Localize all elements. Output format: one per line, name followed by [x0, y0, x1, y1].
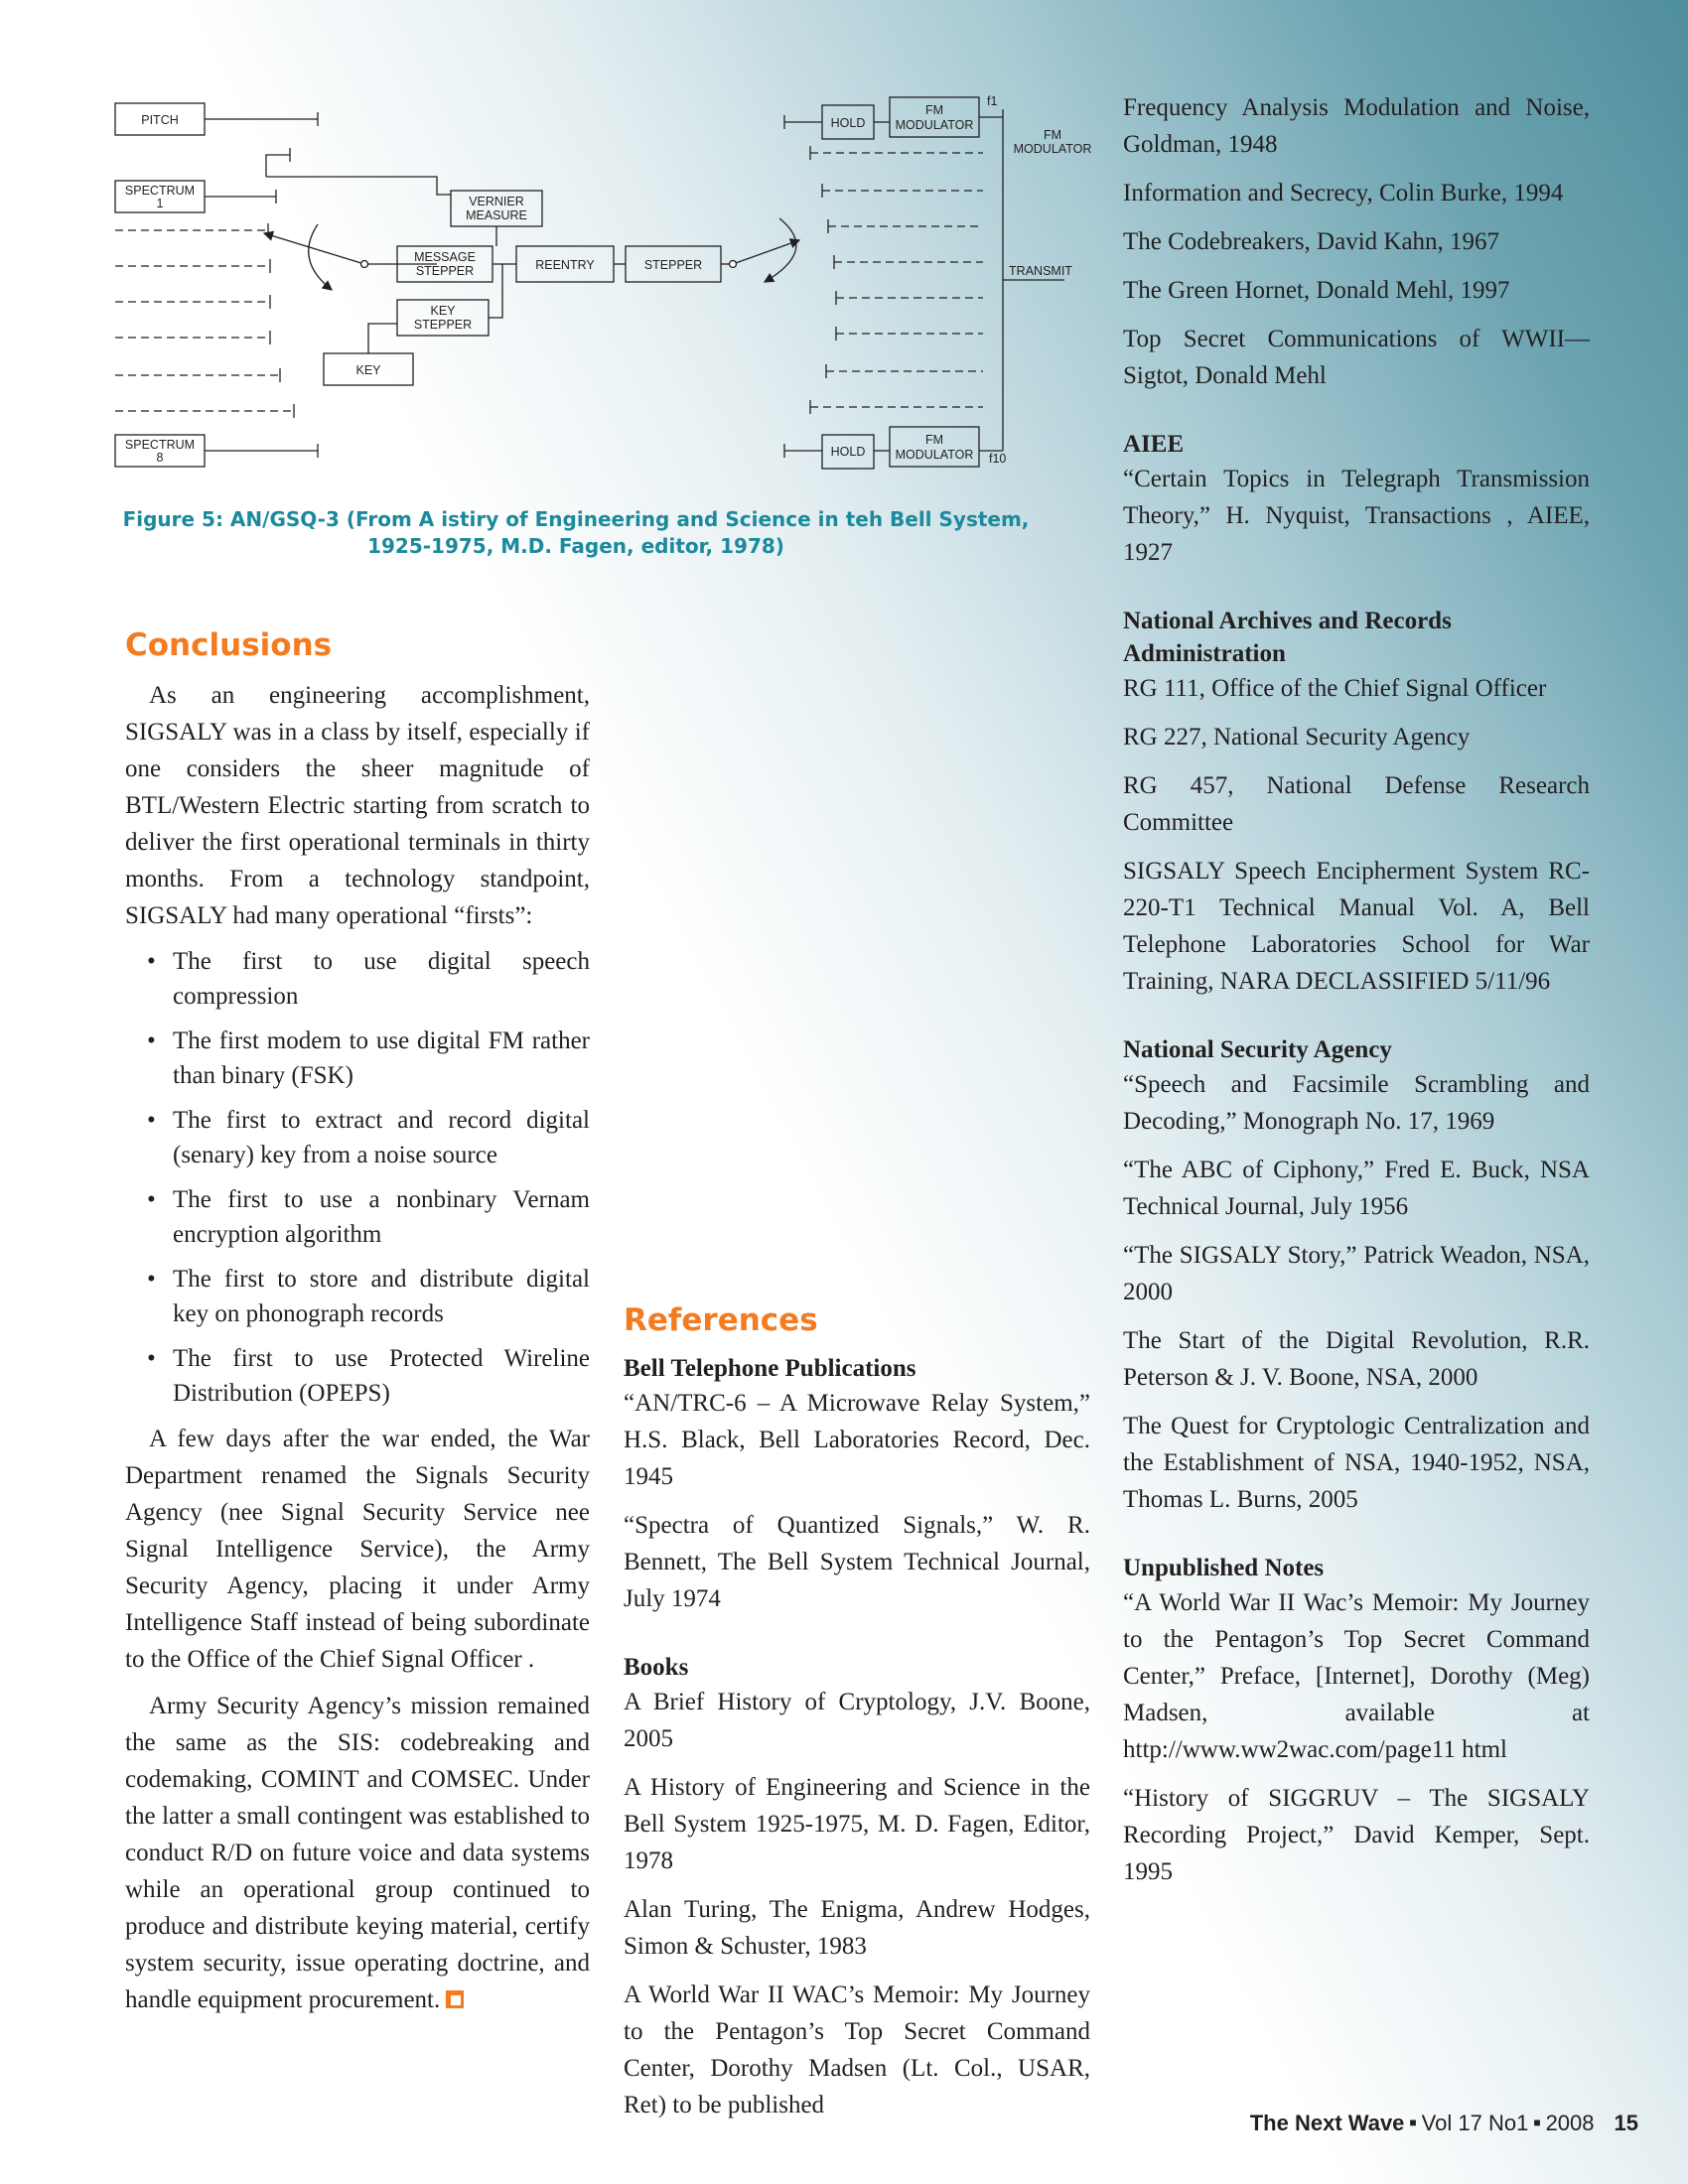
references-heading: References: [624, 1302, 818, 1338]
label-fm-output: FM: [1043, 128, 1062, 142]
references-continued-column: [1123, 89, 1590, 1902]
conclusions-intro: As an engineering accomplishment, SIGSALY was in a class by itself, especially if one considers the sheer magnitude of BTL/Western Electric starting from scratch to deliver the first operational terminals in thirty months. From a technology standpoint, SIGSALY had many operational “firsts”:: [125, 682, 590, 929]
reference-item: SIGSALY Speech Encipherment System RC-220-T1 Technical Manual Vol. A, Bell Telephone Laboratories School for War Training, NARA DECLASSIFIED 5/11/96: [1123, 858, 1590, 995]
reference-item: RG 457, National Defense Research Committee: [1123, 772, 1590, 836]
label-key: KEY: [355, 363, 381, 377]
books-heading: Books: [624, 1654, 689, 1681]
publication-year: 2008: [1545, 2111, 1595, 2135]
end-mark-icon: [446, 1990, 464, 2008]
reference-item: A Brief History of Cryptology, J.V. Boone, 2005: [624, 1689, 1090, 1752]
label-reentry: REENTRY: [535, 258, 595, 272]
label-spectrum-8: SPECTRUM: [124, 438, 196, 452]
label-message: MESSAGE: [414, 250, 476, 264]
label-key-stepper-2: STEPPER: [413, 318, 473, 332]
references-column: [624, 1300, 1090, 2135]
reference-item: A World War II WAC’s Memoir: My Journey to the Pentagon’s Top Secret Command Center, Dorothy Madsen (Lt. Col., USAR, Ret) to be published: [624, 1981, 1090, 2118]
label-hold-top: HOLD: [830, 116, 866, 130]
figure-caption: [119, 506, 1033, 560]
reference-item: Frequency Analysis Modulation and Noise, Goldman, 1948: [1123, 94, 1590, 158]
label-pitch: PITCH: [141, 113, 179, 127]
unpublished-heading: Unpublished Notes: [1123, 1555, 1325, 1581]
label-message-stepper: STEPPER: [415, 264, 475, 278]
list-item: • The first to use digital speech compression: [147, 948, 590, 1010]
nsa-heading: National Security Agency: [1123, 1036, 1392, 1063]
label-stepper: STEPPER: [643, 258, 703, 272]
label-fm-bottom: FM: [924, 433, 944, 447]
list-item: • The first modem to use digital FM rather than binary (FSK): [147, 1027, 590, 1089]
label-vernier: VERNIER: [469, 195, 524, 208]
volume-number: Vol 17 No1: [1421, 2111, 1529, 2135]
reference-item: Top Secret Communications of WWII—Sigtot, Donald Mehl: [1123, 326, 1590, 389]
reference-item: RG 227, National Security Agency: [1123, 724, 1471, 751]
reference-item: The Codebreakers, David Kahn, 1967: [1123, 228, 1500, 255]
label-fm-top-modulator: MODULATOR: [895, 118, 974, 132]
figure-caption-line-2: 1925-1975, M.D. Fagen, editor, 1978): [367, 534, 784, 558]
reference-item: “The ABC of Ciphony,” Fred E. Buck, NSA Technical Journal, July 1956: [1123, 1157, 1590, 1220]
list-item: • The first to extract and record digital (senary) key from a noise source: [147, 1107, 590, 1168]
publication-name: The Next Wave: [1249, 2111, 1405, 2135]
nara-heading: National Archives and Records Administration: [1123, 608, 1452, 667]
reference-item: The Green Hornet, Donald Mehl, 1997: [1123, 277, 1510, 304]
label-key-stepper: KEY: [430, 304, 456, 318]
label-measure: MEASURE: [466, 208, 527, 222]
reference-item: A History of Engineering and Science in the Bell System 1925-1975, M. D. Fagen, Editor, 1978: [624, 1774, 1090, 1874]
label-f10: f10: [989, 452, 1007, 466]
reference-item: “AN/TRC-6 – A Microwave Relay System,” H.S. Black, Bell Laboratories Record, Dec. 1945: [624, 1390, 1090, 1490]
label-f1: f1: [987, 94, 998, 108]
reference-item: “Speech and Facsimile Scrambling and Decoding,” Monograph No. 17, 1969: [1123, 1071, 1590, 1135]
label-fm-output-modulator: MODULATOR: [1013, 142, 1092, 156]
page-number: 15: [1614, 2111, 1638, 2135]
reference-item: Information and Secrecy, Colin Burke, 1994: [1123, 180, 1564, 206]
reference-item: “Spectra of Quantized Signals,” W. R. Bennett, The Bell System Technical Journal, July 1974: [624, 1512, 1090, 1612]
reference-item: Alan Turing, The Enigma, Andrew Hodges, Simon & Schuster, 1983: [624, 1896, 1090, 1960]
figure-diagram: [109, 91, 1112, 474]
reference-item: The Start of the Digital Revolution, R.R. Peterson & J. V. Boone, NSA, 2000: [1123, 1327, 1590, 1391]
reference-item: The Quest for Cryptologic Centralization and the Establishment of NSA, 1940-1952, NSA, Thomas L. Burns, 2005: [1123, 1413, 1590, 1513]
label-hold-bottom: HOLD: [830, 445, 866, 459]
label-spectrum-8-number: 8: [156, 451, 164, 465]
label-fm-bottom-modulator: MODULATOR: [895, 448, 974, 462]
separator-icon: ■: [1409, 2116, 1417, 2129]
list-item: • The first to store and distribute digital key on phonograph records: [147, 1266, 590, 1327]
conclusions-column: [125, 625, 590, 2028]
label-transmit: TRANSMIT: [1009, 264, 1072, 278]
label-spectrum-1: SPECTRUM: [124, 184, 196, 198]
figure-caption-line-1: Figure 5: AN/GSQ-3 (From A istiry of Engineering and Science in teh Bell System,: [122, 507, 1030, 531]
label-fm-top: FM: [924, 103, 944, 117]
conclusions-heading: Conclusions: [125, 627, 333, 663]
firsts-list: [125, 944, 590, 1411]
conclusions-paragraph-3: Army Security Agency’s mission remained the same as the SIS: codebreaking and codemaking, COMINT and COMSEC. Under the latter a small contingent was established to conduct R/D on future voice and data systems while an operational group continued to produce and distribute keying material, certify system security, issue operating doctrine, and handle equipment procurement.: [125, 1693, 590, 2013]
block-diagram-svg: [109, 91, 1112, 474]
list-item: • The first to use a nonbinary Vernam encryption algorithm: [147, 1186, 590, 1248]
separator-icon: ■: [1533, 2116, 1541, 2129]
list-item: • The first to use Protected Wireline Distribution (OPEPS): [147, 1345, 590, 1407]
reference-item: RG 111, Office of the Chief Signal Officer: [1123, 675, 1547, 702]
reference-item: “History of SIGGRUV – The SIGSALY Recording Project,” David Kemper, Sept. 1995: [1123, 1785, 1590, 1885]
conclusions-paragraph-2: A few days after the war ended, the War Department renamed the Signals Security Agency (nee Signal Security Service nee Signal Intelligence Service), the Army Security Agency, placing it under Army Intelligence Staff instead of being subordinate to the Office of the Chief Signal Officer .: [125, 1426, 590, 1673]
page-footer: [1092, 2111, 1638, 2136]
aiee-heading: AIEE: [1123, 431, 1185, 458]
label-spectrum-1-number: 1: [156, 197, 164, 210]
reference-item: “Certain Topics in Telegraph Transmission Theory,” H. Nyquist, Transactions , AIEE, 1927: [1123, 466, 1590, 566]
reference-item: “A World War II Wac’s Memoir: My Journey to the Pentagon’s Top Secret Command Center,” Preface, [Internet], Dorothy (Meg) Madsen, available at http://www.ww2wac.com/page11 html: [1123, 1589, 1590, 1763]
bell-heading: Bell Telephone Publications: [624, 1355, 916, 1382]
reference-item: “The SIGSALY Story,” Patrick Weadon, NSA, 2000: [1123, 1242, 1590, 1305]
